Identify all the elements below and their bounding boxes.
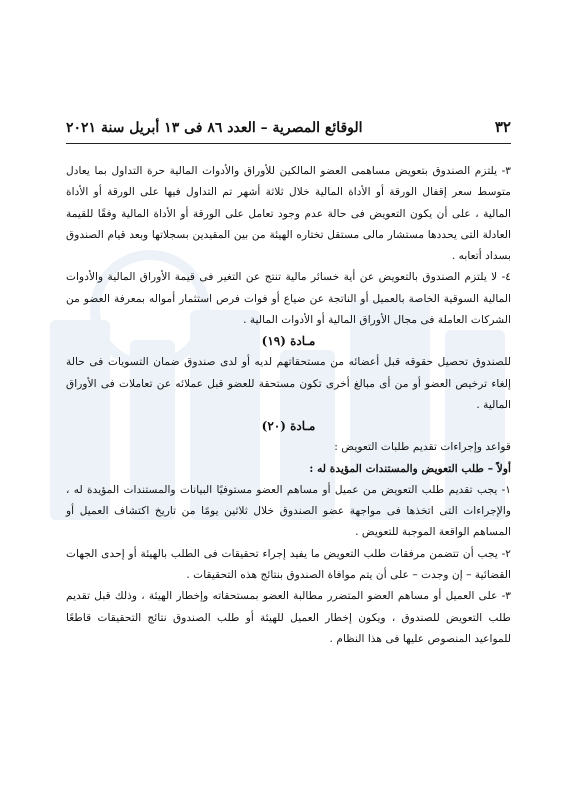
article-19-text: للصندوق تحصيل حقوقه قبل أعضائه من مستحقاتهم لديه أو لدى صندوق ضمان التسويات فى حالة إلغاء ترخيص العضو أو من أى مبالغ أخرى تكون مستحقة للعضو قبل عملائه عن تعاملات فى الأوراق المالية . (66, 355, 511, 411)
document-page (66, 118, 511, 649)
article-20-paragraph-3: ٣- على العميل أو مساهم العضو المتضرر مطالبة العضو بمستحقاته وإخطار الهيئة ، وذلك قبل تقديم طلب التعويض للصندوق ، ويكون إخطار العميل للهيئة أو طلب الصندوق نتائج التحقيقات قاطعًا للمواعيد المنصوص عليها فى هذا النظام . (66, 589, 511, 645)
page-header (66, 118, 511, 144)
page-number: ٣٢ (494, 118, 511, 136)
article-20-subtitle: قواعد وإجراءات تقديم طلبات التعويض : (334, 440, 511, 454)
article-20-paragraph-2: ٢- يجب أن تتضمن مرفقات طلب التعويض ما يفيد إجراء تحقيقات فى الطلب بالهيئة أو إحدى الجهات القضائية – إن وجدت – على أن يتم موافاة الصندوق بنتائج هذه التحقيقات . (66, 546, 511, 582)
article-19-heading: مـادة (١٩) (261, 334, 316, 349)
paragraph-4: ٤- لا يلتزم الصندوق بالتعويض عن أية خسائر مالية تنتج عن التغير فى قيمة الأوراق المالية والأدوات المالية السوقية الخاصة بالعميل أو الناتجة عن ضياع أو فوات فرص استثمار أمواله بمعرفة العضو من الشركات العاملة فى مجال الأوراق المالية أو الأدوات المالية . (66, 270, 511, 327)
article-20-paragraph-1: ١- يجب تقديم طلب التعويض من عميل أو مساهم العضو مستوفيًا البيانات والمستندات المؤيدة له ، والإجراءات التى اتخذها فى مواجهة عضو الصندوق خلال ثلاثين يومًا من تاريخ اكتشاف العميل أو المساهم الواقعة الموجبة للتعويض . (66, 482, 511, 539)
paragraph-3: ٣- يلتزم الصندوق بتعويض مساهمى العضو المالكين للأوراق والأدوات المالية حرة التداول بما يعادل متوسط سعر إقفال الورقة أو الأداة المالية خلال ثلاثة أشهر تم التداول فيها على الورقة أو الأداة المالية ، على أن يكون التعويض فى حالة عدم وجود تعامل على الورقة أو الأداة المالية وفقًا للقيمة العادلة التى يحددها مستشار مالى مستقل تختاره الهيئة من بين المقيدين بسجلاتها وبعد قيام الصندوق بسداد أتعابه . (66, 164, 511, 263)
article-20-heading: مـادة (٢٠) (261, 419, 316, 434)
gazette-title: الوقائع المصرية – العدد ٨٦ فى ١٣ أبريل سنة ٢٠٢١ (66, 120, 363, 136)
article-20-section-title: أولاً – طلب التعويض والمستندات المؤيدة له : (309, 461, 511, 475)
